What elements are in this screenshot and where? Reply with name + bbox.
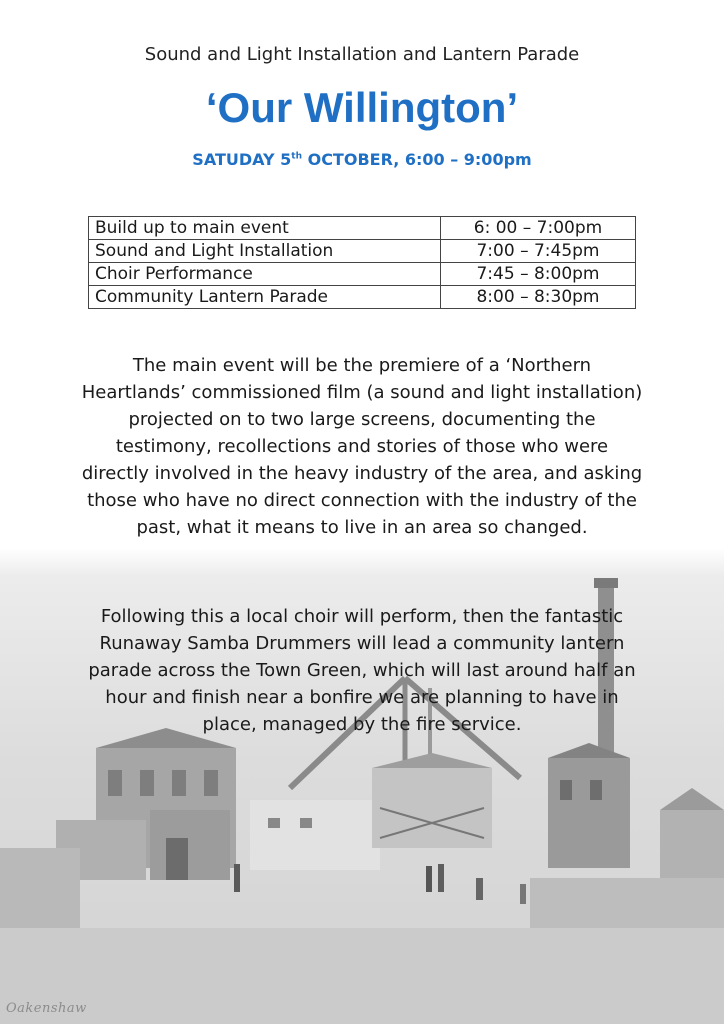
date-ordinal: th	[291, 151, 303, 162]
table-row	[89, 263, 636, 286]
parade-paragraph: Following this a local choir will perform, then the fantastic Runaway Samba Drummers will lead a community lantern parade across the Town Green, which will last around half an hour and finish near a bonfire we are planning to have in place, managed by the fire service.	[88, 606, 636, 735]
event-subtitle: Sound and Light Installation and Lantern Parade	[144, 44, 580, 65]
activity-cell: Community Lantern Parade	[89, 286, 441, 309]
time-cell: 7:45 – 8:00pm	[441, 263, 636, 286]
table-row	[89, 217, 636, 240]
table-row	[89, 240, 636, 263]
activity-cell: Sound and Light Installation	[89, 240, 441, 263]
event-title: ‘Our Willington’	[205, 84, 519, 131]
time-cell: 8:00 – 8:30pm	[441, 286, 636, 309]
time-cell: 7:00 – 7:45pm	[441, 240, 636, 263]
table-row	[89, 286, 636, 309]
time-cell: 6: 00 – 7:00pm	[441, 217, 636, 240]
activity-cell: Choir Performance	[89, 263, 441, 286]
date-suffix: OCTOBER, 6:00 – 9:00pm	[302, 150, 532, 169]
event-date	[0, 150, 724, 169]
date-prefix: SATUDAY 5	[192, 150, 292, 169]
activity-cell: Build up to main event	[89, 217, 441, 240]
schedule-table	[88, 216, 636, 309]
main-event-paragraph: The main event will be the premiere of a ‘Northern Heartlands’ commissioned film (a sound and light installation) projected on to two large screens, documenting the testimony, recollections and stories of those who were directly involved in the heavy industry of the area, and asking those who have no direct connection with the industry of the past, what it means to live in an area so changed.	[81, 355, 643, 538]
photo-caption: Oakenshaw	[6, 1001, 87, 1016]
